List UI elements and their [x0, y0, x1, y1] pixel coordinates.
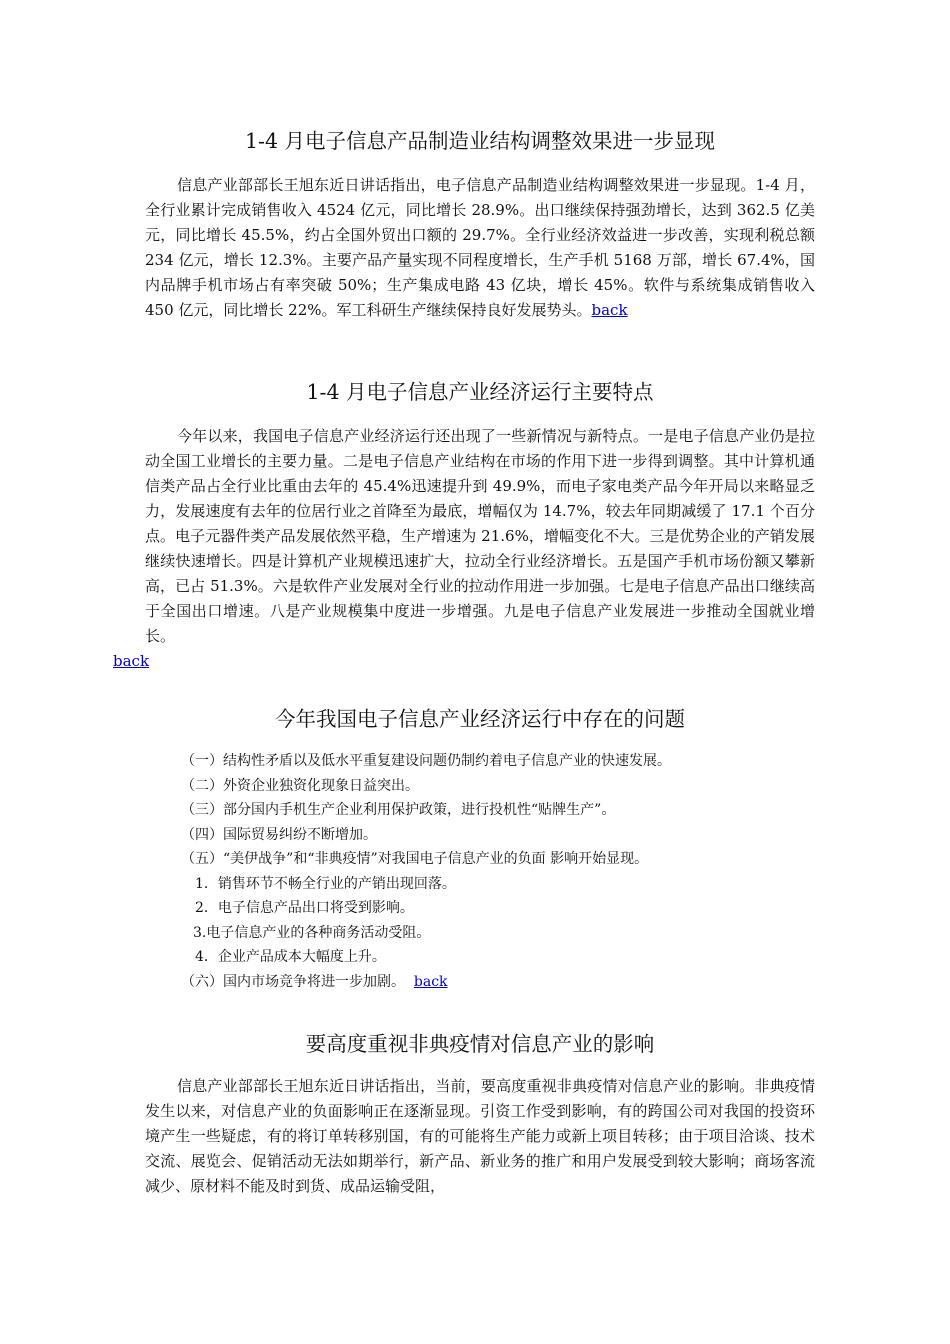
section-paragraph-2 — [113, 424, 815, 674]
last-item-text: （六）国内市场竞争将进一步加剧。 — [181, 973, 405, 990]
back-link-3[interactable]: back — [413, 973, 448, 990]
section-heading-4: 要高度重视非典疫情对信息产业的影响 — [305, 1032, 655, 1056]
section-text-2: 今年以来，我国电子信息产业经济运行还出现了一些新情况与新特点。一是电子信息产业仍是拉动全国工业增长的主要力量。二是电子信息产业结构在市场的作用下进一步得到调整。其中计算机通信类产品占全行业比重由去年的 45.4%迅速提升到 49.9%，而电子家电类产品今年开局以来略显乏力，发展速度有去年的位居行业之首降至为最底，增幅仅为 14.7%，较去年同期减缓了 17.1 个百分点。电子元器件类产品发展依然平稳，生产增速为 21.6%，增幅变化不大。三是优势企业的产销发展继续快速增长。四是计算机产业规模迅速扩大，拉动全行业经济增长。五是国产手机市场份额又攀新高，已占 51.3%。六是软件产业发展对全行业的拉动作用进一步加强。七是电子信息产品出口继续高于全国出口增速。八是产业规模集中度进一步增强。九是电子信息产业发展进一步推动全国就业增长。 — [145, 427, 815, 645]
back-link-1[interactable]: back — [591, 301, 628, 319]
sub-list-item: 2．电子信息产品出口将受到影响。 — [195, 900, 414, 916]
list-item: （三）部分国内手机生产企业利用保护政策，进行投机性“贴牌生产”。 — [181, 802, 616, 818]
section-text-1: 信息产业部部长王旭东近日讲话指出，电子信息产品制造业结构调整效果进一步显现。1-4 月，全行业累计完成销售收入 4524 亿元，同比增长 28.9%。出口继续保持强劲增长，达到 362.5 亿美元，同比增长 45.5%，约占全国外贸出口额的 29.7%。全行业经济效益进一步改善，实现利税总额 234 亿元，增长 12.3%。主要产品产量实现不同程度增长，生产手机 5168 万部，增长 67.4%，国内品牌手机市场占有率突破 50%；生产集成电路 43 亿块，增长 45%。软件与系统集成销售收入 450 亿元，同比增长 22%。军工科研生产继续保持良好发展势头。 — [145, 176, 815, 319]
sub-list-item: 3.电子信息产业的各种商务活动受阻。 — [193, 924, 431, 941]
section-heading-1: 1-4 月电子信息产品制造业结构调整效果进一步显现 — [244, 129, 716, 153]
sub-list-item: 1．销售环节不畅全行业的产销出现回落。 — [195, 875, 456, 892]
section-heading-2: 1-4 月电子信息产业经济运行主要特点 — [306, 380, 654, 404]
sub-list-item: 4．企业产品成本大幅度上升。 — [195, 949, 386, 965]
list-item: （五）“美伊战争”和“非典疫情”对我国电子信息产业的负面 影响开始显现。 — [181, 851, 649, 867]
list-item: （一）结构性矛盾以及低水平重复建设问题仍制约着电子信息产业的快速发展。 — [181, 753, 671, 769]
problem-list — [145, 749, 815, 994]
list-item: （二）外资企业独资化现象日益突出。 — [181, 777, 419, 794]
section-heading-3: 今年我国电子信息产业经济运行中存在的问题 — [275, 707, 685, 731]
list-item-last — [145, 970, 815, 995]
section-paragraph-4: 信息产业部部长王旭东近日讲话指出，当前，要高度重视非典疫情对信息产业的影响。非典疫情发生以来，对信息产业的负面影响正在逐渐显现。引资工作受到影响，有的跨国公司对我国的投资环境产生一些疑虑，有的将订单转移别国，有的可能将生产能力或新上项目转移；由于项目洽谈、技术交流、展览会、促销活动无法如期举行，新产品、新业务的推广和用户发展受到较大影响；商场客流减少、原材料不能及时到货、成品运输受阻， — [145, 1077, 815, 1195]
list-item: （四）国际贸易纠纷不断增加。 — [181, 826, 377, 843]
section-paragraph-1 — [145, 173, 815, 323]
back-link-2[interactable]: back — [113, 652, 150, 670]
